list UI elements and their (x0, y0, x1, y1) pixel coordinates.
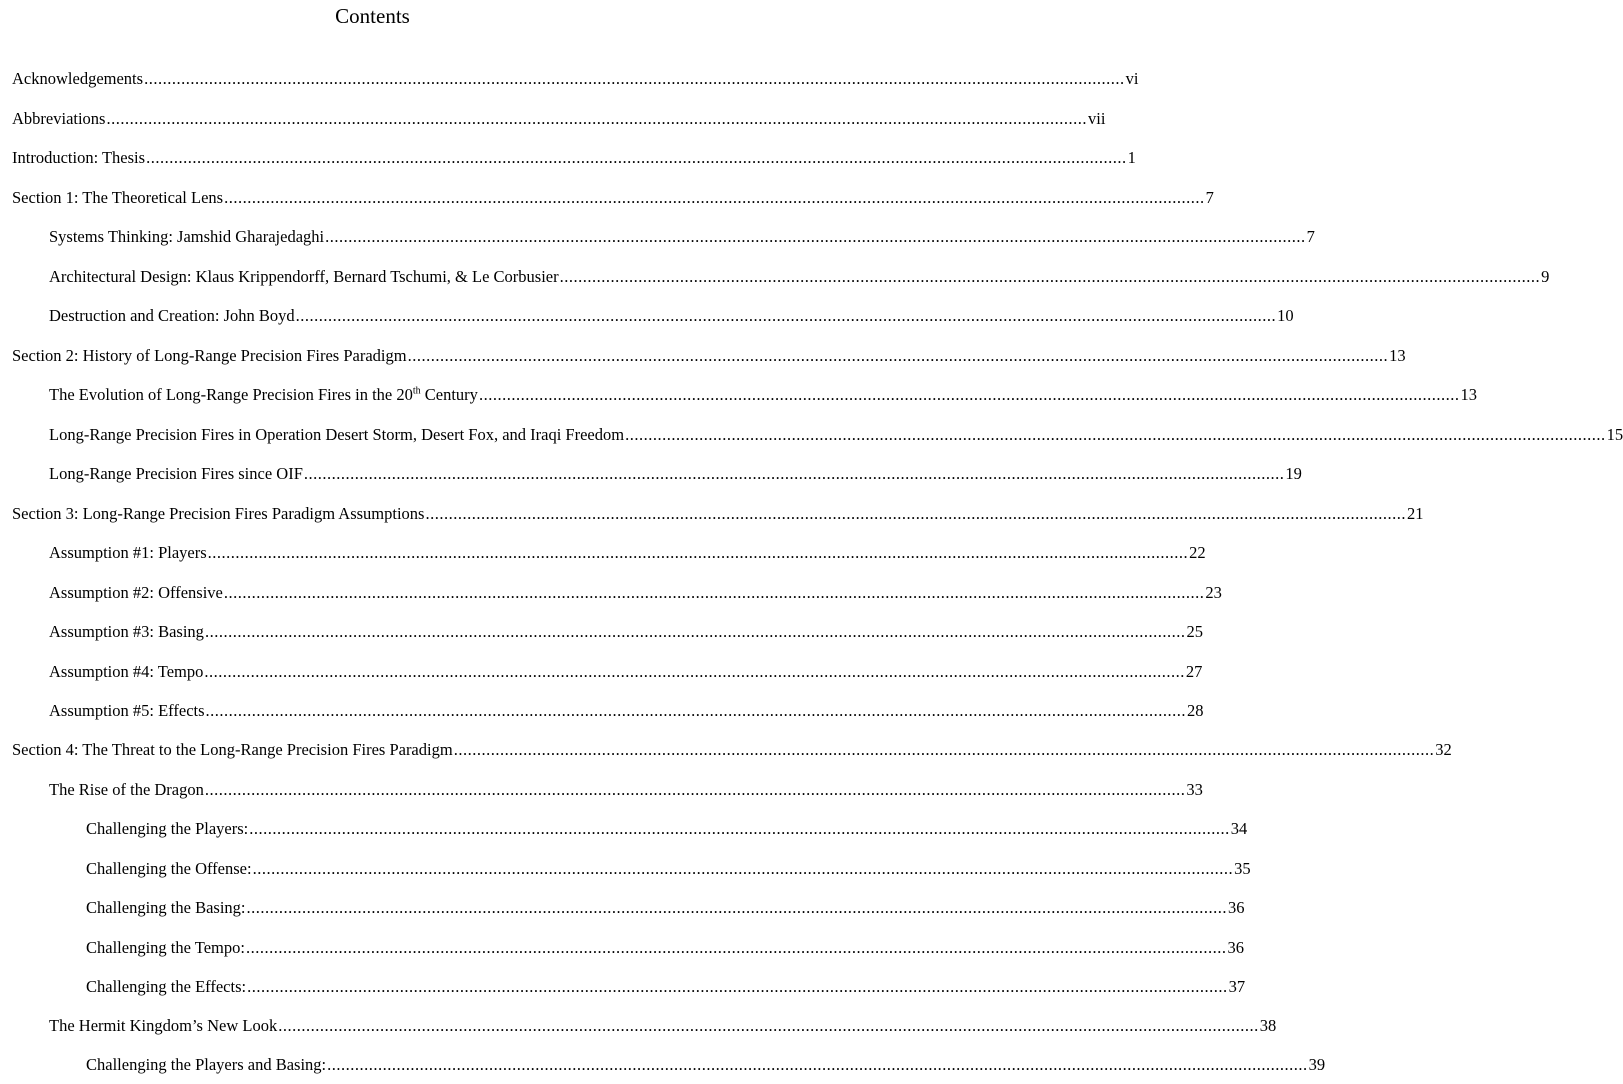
toc-entry-hermit-kingdom[interactable] (49, 1014, 1277, 1038)
toc-entry-title: Assumption #2: Offensive (49, 583, 223, 602)
toc-entry-page: 1 (1127, 148, 1136, 167)
toc-entry-page: 9 (1541, 267, 1550, 286)
dot-leader: .................................................................................................................................................................................................................... (207, 543, 1189, 562)
toc-entry-title: The Rise of the Dragon (49, 780, 204, 799)
toc-entry-page: 34 (1230, 819, 1248, 838)
toc-entry-introduction-thesis[interactable] (12, 146, 1136, 170)
toc-entry-title: Assumption #1: Players (49, 543, 207, 562)
toc-entry-title: Destruction and Creation: John Boyd (49, 306, 295, 325)
toc-entry-title: The Hermit Kingdom’s New Look (49, 1016, 278, 1035)
toc-entry-assumption-2[interactable] (49, 581, 1222, 605)
toc-entry-title: Abbreviations (12, 109, 106, 128)
dot-leader: .................................................................................................................................................................................................................... (252, 859, 1234, 878)
toc-entry-title: Acknowledgements (12, 69, 144, 88)
toc-entry-page: 10 (1277, 306, 1294, 325)
toc-entry-title: Long-Range Precision Fires since OIF (49, 464, 303, 483)
toc-entry-challenging-players-and-basing[interactable] (86, 1053, 1326, 1077)
dot-leader: .................................................................................................................................................................................................................... (478, 385, 1460, 404)
toc-entry-challenging-effects[interactable] (86, 975, 1246, 999)
dot-leader: .................................................................................................................................................................................................................... (247, 977, 1228, 996)
dot-leader: .................................................................................................................................................................................................................... (295, 306, 1277, 325)
dot-leader: .................................................................................................................................................................................................................... (246, 898, 1227, 917)
toc-entry-evolution-20th-century[interactable] (49, 383, 1477, 407)
page-title: Contents (335, 4, 410, 28)
toc-entry-page: 35 (1234, 859, 1251, 878)
toc-entry-since-oif[interactable] (49, 462, 1302, 486)
toc-entry-section-3[interactable] (12, 502, 1424, 526)
toc-entry-page: 21 (1406, 504, 1424, 523)
toc-entry-title: Challenging the Offense: (86, 859, 252, 878)
toc-entry-page: 39 (1308, 1055, 1326, 1074)
toc-entry-title: Architectural Design: Klaus Krippendorff, Bernard Tschumi, & Le Corbusier (49, 267, 559, 286)
toc-entry-assumption-3[interactable] (49, 620, 1203, 644)
toc-entry-page: 7 (1205, 188, 1214, 207)
toc-entry-title: Challenging the Effects: (86, 977, 247, 996)
toc-entry-abbreviations[interactable] (12, 107, 1106, 131)
toc-entry-title: Long-Range Precision Fires in Operation Desert Storm, Desert Fox, and Iraqi Freedom (49, 425, 625, 444)
toc-entry-title: Section 1: The Theoretical Lens (12, 188, 224, 207)
dot-leader: .................................................................................................................................................................................................................... (204, 780, 1186, 799)
toc-entry-title: Assumption #3: Basing (49, 622, 204, 641)
toc-entry-challenging-offense[interactable] (86, 857, 1251, 881)
toc-entry-architectural-design[interactable] (49, 265, 1550, 289)
toc-entry-section-2[interactable] (12, 344, 1406, 368)
dot-leader: .................................................................................................................................................................................................................... (625, 425, 1606, 444)
toc-entry-page: 27 (1185, 662, 1203, 681)
toc-entry-page: 38 (1259, 1016, 1277, 1035)
toc-entry-title: Assumption #4: Tempo (49, 662, 204, 681)
dot-leader: .................................................................................................................................................................................................................... (407, 346, 1389, 365)
toc-entry-page: 23 (1205, 583, 1222, 602)
toc-entry-page: 13 (1460, 385, 1477, 404)
toc-entry-title (49, 383, 478, 407)
toc-entry-title: Systems Thinking: Jamshid Gharajedaghi (49, 227, 325, 246)
dot-leader: .................................................................................................................................................................................................................... (425, 504, 1406, 523)
toc-entry-title: Section 4: The Threat to the Long-Range Precision Fires Paradigm (12, 740, 453, 759)
dot-leader: .................................................................................................................................................................................................................... (559, 267, 1541, 286)
dot-leader: .................................................................................................................................................................................................................... (278, 1016, 1259, 1035)
dot-leader: .................................................................................................................................................................................................................... (223, 583, 1205, 602)
toc-entry-page: 32 (1435, 740, 1452, 759)
toc-entry-title: Section 3: Long-Range Precision Fires Paradigm Assumptions (12, 504, 425, 523)
toc-entry-assumption-1[interactable] (49, 541, 1206, 565)
dot-leader: .................................................................................................................................................................................................................... (144, 69, 1125, 88)
toc-entry-challenging-players[interactable] (86, 817, 1248, 841)
toc-entry-page: 15 (1606, 425, 1623, 444)
dot-leader: .................................................................................................................................................................................................................... (146, 148, 1127, 167)
toc-entry-title-text: Century (420, 385, 478, 404)
toc-entry-page: 13 (1389, 346, 1406, 365)
toc-entry-title: Challenging the Basing: (86, 898, 246, 917)
toc-entry-title: Assumption #5: Effects (49, 701, 205, 720)
toc-entry-page: vii (1087, 109, 1106, 128)
toc-entry-title: Challenging the Players: (86, 819, 249, 838)
superscript-ordinal: th (412, 385, 421, 397)
toc-entry-page: 7 (1306, 227, 1315, 246)
dot-leader: .................................................................................................................................................................................................................... (106, 109, 1087, 128)
toc-entry-page: 25 (1186, 622, 1203, 641)
toc-entry-section-4[interactable] (12, 738, 1452, 762)
toc-entry-page: 37 (1228, 977, 1246, 996)
toc-entry-page: 33 (1186, 780, 1203, 799)
toc-entry-page: 36 (1227, 898, 1245, 917)
toc-entry-desert-storm-fox-iraqi-freedom[interactable] (49, 423, 1623, 447)
toc-entry-page: vi (1125, 69, 1139, 88)
dot-leader: .................................................................................................................................................................................................................... (249, 819, 1230, 838)
dot-leader: .................................................................................................................................................................................................................... (303, 464, 1285, 483)
toc-entry-page: 36 (1227, 938, 1244, 957)
dot-leader: .................................................................................................................................................................................................................... (205, 701, 1187, 720)
toc-entry-title: Challenging the Tempo: (86, 938, 245, 957)
dot-leader: .................................................................................................................................................................................................................... (224, 188, 1205, 207)
toc-entry-title: Section 2: History of Long-Range Precision Fires Paradigm (12, 346, 407, 365)
toc-entry-destruction-and-creation[interactable] (49, 304, 1294, 328)
dot-leader: .................................................................................................................................................................................................................... (325, 227, 1306, 246)
toc-entry-systems-thinking[interactable] (49, 225, 1315, 249)
toc-entry-page: 22 (1189, 543, 1206, 562)
toc-entry-section-1[interactable] (12, 186, 1214, 210)
dot-leader: .................................................................................................................................................................................................................... (453, 740, 1435, 759)
toc-entry-page: 28 (1187, 701, 1204, 720)
toc-entry-title: Introduction: Thesis (12, 148, 146, 167)
toc-entry-assumption-5[interactable] (49, 699, 1204, 723)
toc-entry-acknowledgements[interactable] (12, 67, 1139, 91)
dot-leader: .................................................................................................................................................................................................................... (327, 1055, 1308, 1074)
toc-entry-assumption-4[interactable] (49, 660, 1203, 684)
toc-entry-title-text: The Evolution of Long-Range Precision Fires in the 20 (49, 385, 413, 404)
toc-entry-title: Challenging the Players and Basing: (86, 1055, 327, 1074)
toc-entry-challenging-basing[interactable] (86, 896, 1245, 920)
toc-entry-page: 19 (1285, 464, 1302, 483)
toc-entry-challenging-tempo[interactable] (86, 936, 1244, 960)
toc-entry-rise-of-the-dragon[interactable] (49, 778, 1203, 802)
dot-leader: .................................................................................................................................................................................................................... (204, 662, 1185, 681)
dot-leader: .................................................................................................................................................................................................................... (245, 938, 1227, 957)
dot-leader: .................................................................................................................................................................................................................... (204, 622, 1186, 641)
